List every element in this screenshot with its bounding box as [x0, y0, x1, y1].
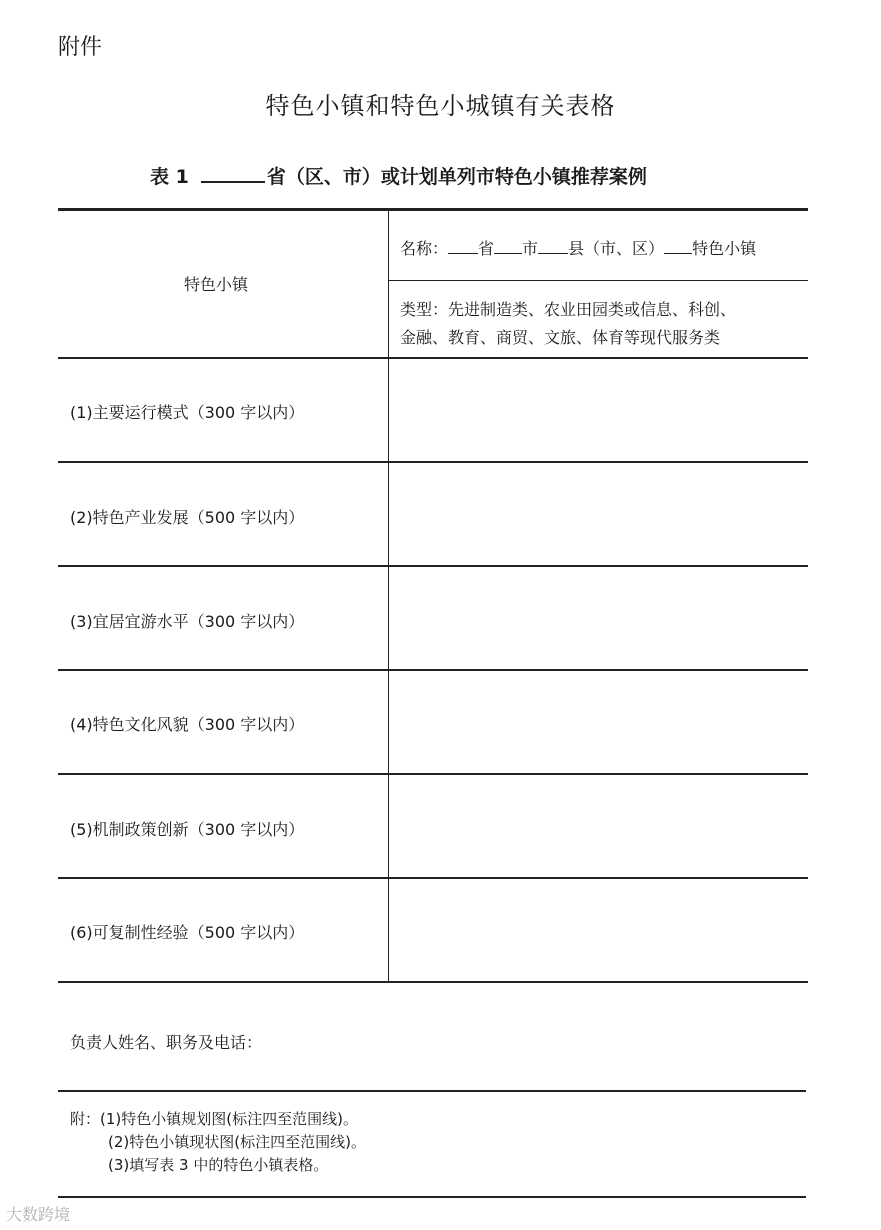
town-header-label: 特色小镇 — [184, 275, 249, 294]
name-prefix: 名称： — [400, 239, 449, 258]
row-label-policy: (5)机制政策创新（300 字以内） — [70, 820, 305, 839]
row-divider — [58, 773, 808, 775]
name-shi: 市 — [522, 239, 539, 258]
type-line-2: 金融、教育、商贸、文旅、体育等现代服务类 — [400, 328, 721, 347]
page-bottom-line — [58, 1196, 806, 1198]
document-title: 特色小镇和特色小城镇有关表格 — [265, 92, 616, 120]
province-blank — [201, 163, 265, 183]
blank — [494, 237, 522, 254]
header-inner-divider — [389, 280, 808, 281]
table-column-divider — [388, 210, 389, 982]
note-line — [70, 1108, 366, 1131]
table-title-text: 省（区、市）或计划单列市特色小镇推荐案例 — [266, 166, 647, 188]
watermark: 大数跨境 — [6, 1205, 71, 1224]
note-item: (2)特色小镇现状图(标注四至范围线)。 — [108, 1133, 366, 1151]
table-title — [150, 162, 647, 189]
notes-prefix: 附： — [70, 1110, 101, 1128]
attachment-notes — [70, 1108, 366, 1177]
row-label-industry: (2)特色产业发展（500 字以内） — [70, 508, 305, 527]
name-xian: 县（市、区） — [568, 239, 665, 258]
row-label-livability: (3)宜居宜游水平（300 字以内） — [70, 612, 305, 631]
table-number: 表 1 — [150, 166, 189, 188]
responsible-person-label: 负责人姓名、职务及电话： — [70, 1033, 263, 1052]
note-item: (3)填写表 3 中的特色小镇表格。 — [108, 1156, 329, 1174]
name-sheng: 省 — [478, 239, 495, 258]
row-divider — [58, 877, 808, 879]
note-item: (1)特色小镇规划图(标注四至范围线)。 — [100, 1110, 358, 1128]
row-divider — [58, 669, 808, 671]
row-label-experience: (6)可复制性经验（500 字以内） — [70, 923, 305, 942]
attachment-label: 附件 — [58, 35, 103, 60]
name-town: 特色小镇 — [692, 239, 757, 258]
row-divider — [58, 565, 808, 567]
blank — [448, 237, 478, 254]
row-label-operation-mode: (1)主要运行模式（300 字以内） — [70, 403, 305, 422]
blank — [664, 237, 692, 254]
table-top-border — [58, 208, 808, 211]
type-line-1: 类型：先进制造类、农业田园类或信息、科创、 — [400, 300, 737, 319]
town-name-field — [400, 236, 756, 259]
table-bottom-border — [58, 981, 808, 983]
row-label-culture: (4)特色文化风貌（300 字以内） — [70, 715, 305, 734]
blank — [538, 237, 568, 254]
town-type-field — [400, 296, 736, 352]
responsible-bottom-line — [58, 1090, 806, 1092]
header-bottom-border — [58, 357, 808, 359]
row-divider — [58, 461, 808, 463]
